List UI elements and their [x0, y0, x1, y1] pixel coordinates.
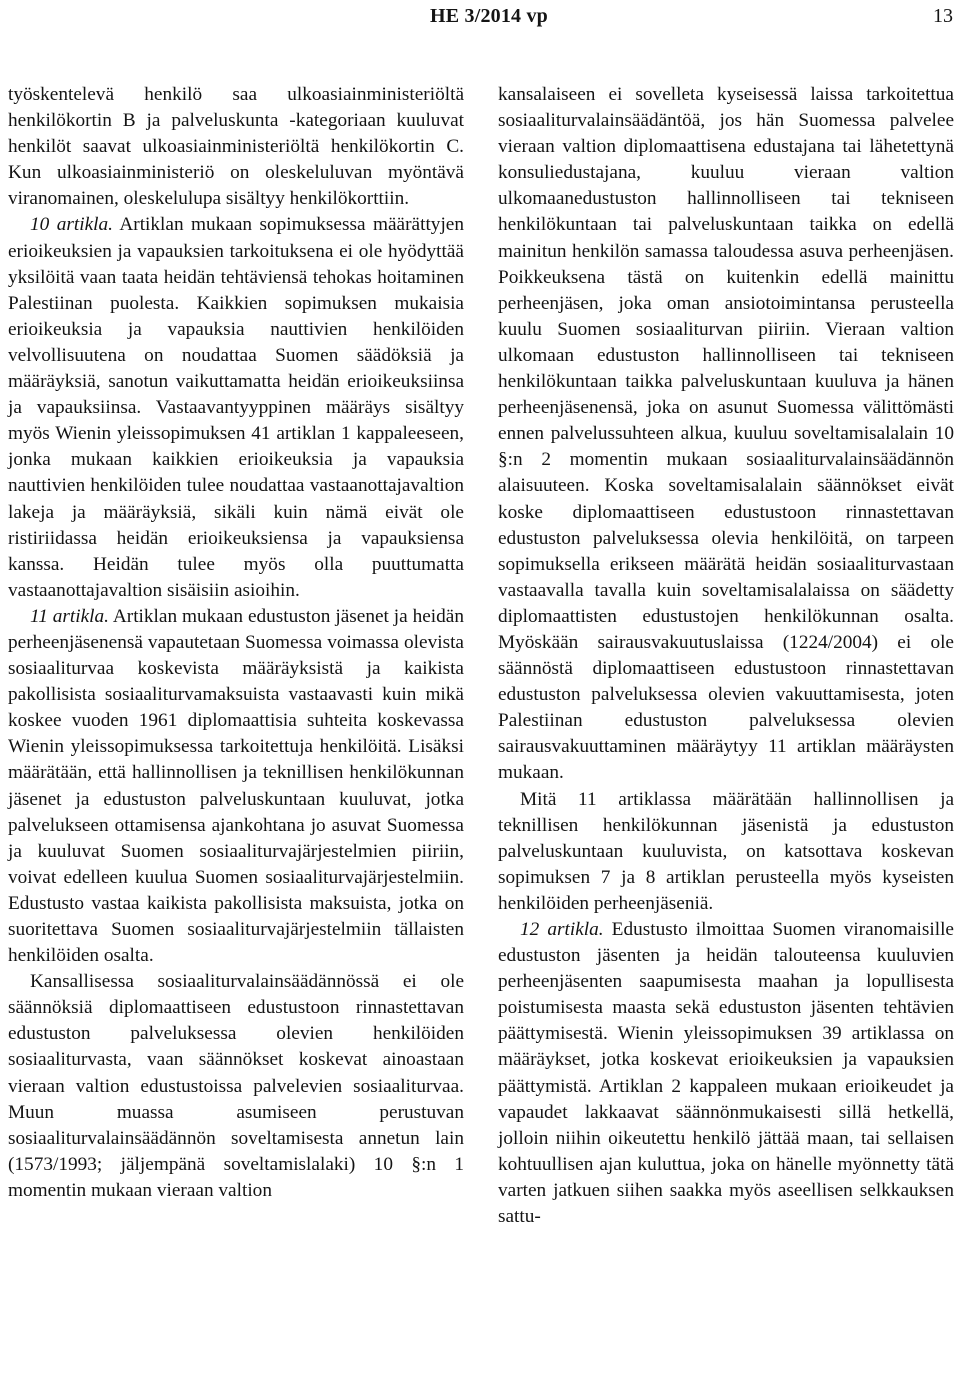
right-text-column: [498, 82, 954, 1230]
article-10-text: Artiklan mukaan sopimuksessa määrättyjen erioikeuksien ja vapauksien tarkoituksena ei ole hyödyttää yksilöitä vaan taata heidän tehtäviensä tehokas hoitaminen Palestiinan puolesta. Kaikkien sopimuksen mukaisia erioikeuksia ja vapauksia nauttivien henkilöiden velvollisuutena on noudattaa Suomen säädöksiä ja määräyksiä, sanotun vaikuttamatta heidän erioikeuksiinsa ja vapauksiinsa. Vastaavantyyppinen määräys sisältyy myös Wienin yleissopimuksen 41 artiklan 1 kappaleeseen, jonka mukaan kaikkien erioikeuksia ja vapauksia nauttivien henkilöiden tulee noudattaa vastaanottajavaltion lakeja ja määräyksiä, sikäli kuin nämä eivät ole ristiriidassa heidän erioikeuksiensa ja vapauksiensa kanssa. Heidän tulee myös olla puuttumatta vastaanottajavaltion sisäisiin asioihin.: [8, 214, 465, 601]
document-identifier: HE 3/2014 vp: [430, 5, 548, 27]
article-11-text: Artiklan mukaan edustuston jäsenet ja heidän perheenjäsenensä vapautetaan Suomessa voimassa olevista sosiaaliturvaa koskevista määräyksistä ja kaikista pakollisista sosiaaliturvamaksuista vastaavasti kuin mikä koskee vuoden 1961 diplomaattisia suhteita koskevassa Wienin yleissopimuksessa tarkoitettuja henkilöitä. Lisäksi määrätään, että hallinnollisen ja teknillisen henkilökunnan jäsenet ja edustuston palveluskuntaan kuuluvat, jotka palvelukseen ottamisensa ajankohtana jo asuvat Suomessa ja kuuluvat Suomen sosiaaliturvajärjestelmien piiriin, voivat edelleen kuulua Suomen sosiaaliturvajärjestelmiin. Edustusto vastaa kaikista pakollisista maksuista, jotka on suoritettava Suomen sosiaaliturvajärjestelmiin tällaisten henkilöiden osalta.: [8, 605, 464, 967]
paragraph-article-12: [498, 917, 954, 1230]
page-header: [0, 0, 960, 40]
left-text-column: [8, 82, 464, 1204]
article-12-heading: 12 artikla.: [520, 919, 604, 940]
page-number: 13: [933, 5, 953, 27]
article-11-heading: 11 artikla.: [30, 605, 109, 627]
paragraph-article-10: [8, 212, 464, 603]
paragraph-kansallisessa: Kansallisessa sosiaaliturvalainsäädännössä ei ole säännöksiä diplomaattiseen edustustoon rinnastettavan edustuston palveluksessa olevien henkilöiden sosiaaliturvasta, vaan säännökset koskevat ainoastaan vieraan valtion edustustoissa palvelevien sosiaaliturvaa. Muun muassa asumiseen perustuvan sosiaaliturvalainsäädännön soveltamisesta annetun lain (1573/1993; jäljempänä soveltamislalaki) 10 §:n 1 momentin mukaan vieraan valtion: [8, 971, 464, 1201]
article-10-heading: 10 artikla.: [30, 214, 113, 236]
article-12-text: Edustusto ilmoittaa Suomen viranomaisille edustuston jäsenten ja heidän talouteensa kuuluvien perheenjäsenten saapumisesta maahan ja lopullisesta poistumisesta maasta sekä edustuston jäsenten tehtävien päättymisestä. Wienin yleissopimuksen 39 artiklassa on määräykset, jotka koskevat erioikeuksien ja vapauksien päättymistä. Artiklan 2 kappaleen mukaan erioikeudet ja vapaudet lakkaavat säännönmukaisesti sillä hetkellä, jolloin niihin oikeutettu henkilö jättää maan, tai sellaisen kohtuullisen ajan kuluttua, joka on hänelle myönnetty tätä varten jatkuen siihen saakka myös aseellisen selkkauksen sattu-: [498, 919, 954, 1228]
paragraph-article-11: [8, 604, 464, 969]
paragraph-mita: Mitä 11 artiklassa määrätään hallinnollisen ja teknillisen henkilökunnan jäsenistä ja edustuston palveluskuntaan kuuluvista, on katsottava koskevan sopimuksen 7 ja 8 artiklan perusteella myös kyseisten henkilöiden perheenjäseniä.: [498, 788, 954, 914]
paragraph-continuation: kansalaiseen ei sovelleta kyseisessä laissa tarkoitettua sosiaaliturvalainsäädäntöä, jos hän Suomessa palvelee vieraan valtion diplomaattisena edustajana tai lähetettynä konsuliedustajana, kuuluu vieraan valtion ulkomaanedustuston hallinnolliseen tai tekniseen henkilökuntaan tai palveluskuntaan taikka on edellä mainitun henkilön samassa taloudessa asuva perheenjäsen. Poikkeuksena tästä on kuitenkin edellä mainittu perheenjäsen, joka oman ansiotoimintansa perusteella kuulu Suomen sosiaaliturvan piiriin. Vieraan valtion ulkomaan edustuston hallinnolliseen tai tekniseen henkilökuntaan taikka palveluskuntaan kuuluva ja hänen perheenjäsenensä, joka on asunut Suomessa välittömästi ennen palvelussuhteen alkua, kuuluu soveltamisalalain 10 §:n 2 momentin mukaan sosiaaliturvalainsäädännön alaisuuteen. Koska soveltamisalalain säännökset eivät koske diplomaattiseen edustustoon rinnastettavan edustuston palveluksessa olevia henkilöitä, on tarpeen sopimuksella erikseen määrätä heidän sosiaaliturvastaan vastaavalla tavalla kuin soveltamisalalaissa on säädetty diplomaattisten edustustojen henkilökunnan osalta. Myöskään sairausvakuutuslaissa (1224/2004) ei ole säännöstä diplomaattiseen edustustoon rinnastettavan edustuston palveluksessa olevien vakuuttamisesta, joten Palestiinan edustuston palveluksessa olevien sairausvakuuttaminen määräytyy 11 artiklan määräysten mukaan.: [498, 84, 954, 784]
paragraph-henkilokortti: työskentelevä henkilö saa ulkoasiainministeriöltä henkilökortin B ja palveluskunta -kategoriaan kuuluvat henkilöt saavat ulkoasiainministeriöltä henkilökortin C. Kun ulkoasiainministeriö on oleskeluluvan myöntävä viranomainen, oleskelulupa sisältyy henkilökorttiin.: [8, 84, 464, 210]
